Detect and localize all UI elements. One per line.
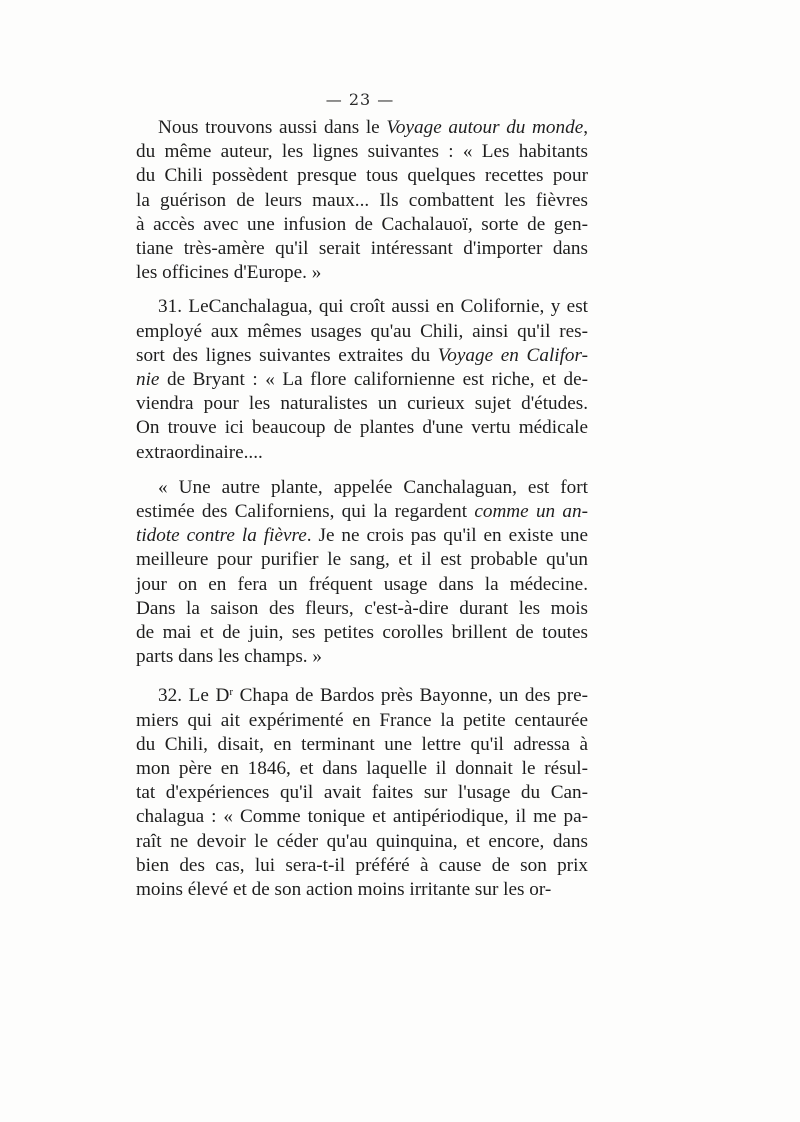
text-run: sort des lignes suivantes extraites du bbox=[136, 344, 438, 366]
text-line bbox=[136, 368, 588, 392]
page-number: — 23 — bbox=[325, 90, 395, 109]
text-run: Chapa de Bardos près Bayonne, un des pre- bbox=[232, 685, 588, 707]
text-line bbox=[136, 878, 588, 902]
text-line bbox=[136, 781, 588, 805]
text-run: tiane très-amère qu'il serait intéressant d'importer dans bbox=[136, 238, 588, 260]
text-line bbox=[136, 164, 588, 188]
text-line bbox=[136, 645, 588, 669]
text-line bbox=[136, 476, 588, 500]
text-line bbox=[136, 261, 588, 285]
body-text bbox=[136, 116, 588, 902]
text-run: de Bryant : « La flore californienne est riche, et de- bbox=[159, 369, 588, 391]
text-line bbox=[136, 680, 588, 708]
text-run: estimée des Californiens, qui la regardent bbox=[136, 501, 475, 523]
text-line bbox=[136, 854, 588, 878]
text-line bbox=[136, 116, 588, 140]
text-run: Dans la saison des fleurs, c'est-à-dire durant les mois bbox=[136, 597, 588, 619]
text-run: bien des cas, lui sera-t-il préféré à cause de son prix bbox=[136, 854, 588, 876]
text-line bbox=[136, 573, 588, 597]
text-run: Nous trouvons aussi dans le bbox=[158, 117, 387, 138]
italic-text: comme un an- bbox=[474, 501, 588, 523]
text-run: viendra pour les naturalistes un curieux sujet d'études. bbox=[136, 393, 588, 415]
text-line bbox=[136, 320, 588, 344]
text-run: , bbox=[583, 117, 589, 138]
text-line bbox=[136, 213, 588, 237]
text-run: chalagua : « Comme tonique et antipériodique, il me pa- bbox=[136, 806, 588, 828]
text-run: du Chili possèdent presque tous quelques recettes pour bbox=[136, 165, 588, 187]
text-line bbox=[136, 441, 588, 465]
text-run: extraordinaire.... bbox=[136, 441, 263, 463]
text-run: moins élevé et de son action moins irritante sur les or- bbox=[136, 879, 552, 901]
text-run: parts dans les champs. » bbox=[136, 646, 322, 668]
superscript-text: r bbox=[229, 686, 233, 699]
text-run: raît ne devoir le céder qu'au quinquina, et encore, dans bbox=[136, 830, 588, 852]
paragraph bbox=[136, 680, 588, 902]
paragraph bbox=[136, 476, 588, 670]
text-line bbox=[136, 709, 588, 733]
text-run: meilleure pour purifier le sang, et il est probable qu'un bbox=[136, 549, 588, 571]
text-line bbox=[136, 189, 588, 213]
text-run: On trouve ici beaucoup de plantes d'une vertu médicale bbox=[136, 417, 588, 439]
text-line bbox=[136, 416, 588, 440]
italic-text: Voyage en Califor- bbox=[437, 344, 588, 366]
text-run: miers qui ait expérimenté en France la petite centaurée bbox=[136, 709, 588, 731]
text-line bbox=[136, 392, 588, 416]
text-line bbox=[136, 830, 588, 854]
italic-text: tidote contre la fièvre bbox=[136, 525, 307, 547]
text-line bbox=[136, 344, 588, 368]
text-line bbox=[136, 524, 588, 548]
text-run: jour on en fera un fréquent usage dans la médecine. bbox=[136, 573, 588, 595]
text-run: la guérison de leurs maux... Ils combattent les fièvres bbox=[136, 189, 588, 211]
text-line bbox=[136, 140, 588, 164]
text-run: mon père en 1846, et dans laquelle il donnait le résul- bbox=[136, 758, 588, 780]
text-line bbox=[136, 500, 588, 524]
text-run: tat d'expériences qu'il avait faites sur l'usage du Can- bbox=[136, 782, 588, 804]
paragraph bbox=[136, 295, 588, 464]
text-run: employé aux mêmes usages qu'au Chili, ainsi qu'il res- bbox=[136, 320, 588, 342]
text-line bbox=[136, 597, 588, 621]
text-run: du Chili, disait, en terminant une lettre qu'il adressa à bbox=[136, 733, 588, 755]
text-line bbox=[136, 733, 588, 757]
text-line bbox=[136, 295, 588, 319]
text-run: à accès avec une infusion de Cachalauoï, sorte de gen- bbox=[136, 213, 588, 235]
text-run: « Une autre plante, appelée Canchalaguan, est fort bbox=[158, 476, 588, 498]
text-line bbox=[136, 548, 588, 572]
paragraph bbox=[136, 116, 588, 285]
text-run: 32. Le D bbox=[158, 685, 230, 707]
text-run: du même auteur, les lignes suivantes : « Les habitants bbox=[136, 141, 588, 163]
text-run: de mai et de juin, ses petites corolles brillent de toutes bbox=[136, 622, 588, 644]
text-run: . Je ne crois pas qu'il en existe une bbox=[306, 525, 588, 547]
italic-text: nie bbox=[136, 369, 160, 391]
text-line bbox=[136, 621, 588, 645]
text-line bbox=[136, 237, 588, 261]
text-run: 31. LeCanchalagua, qui croît aussi en Colifornie, y est bbox=[158, 296, 588, 318]
text-run: les officines d'Europe. » bbox=[136, 262, 322, 284]
text-line bbox=[136, 757, 588, 781]
italic-text: Voyage autour du monde bbox=[386, 117, 584, 138]
text-line bbox=[136, 805, 588, 829]
